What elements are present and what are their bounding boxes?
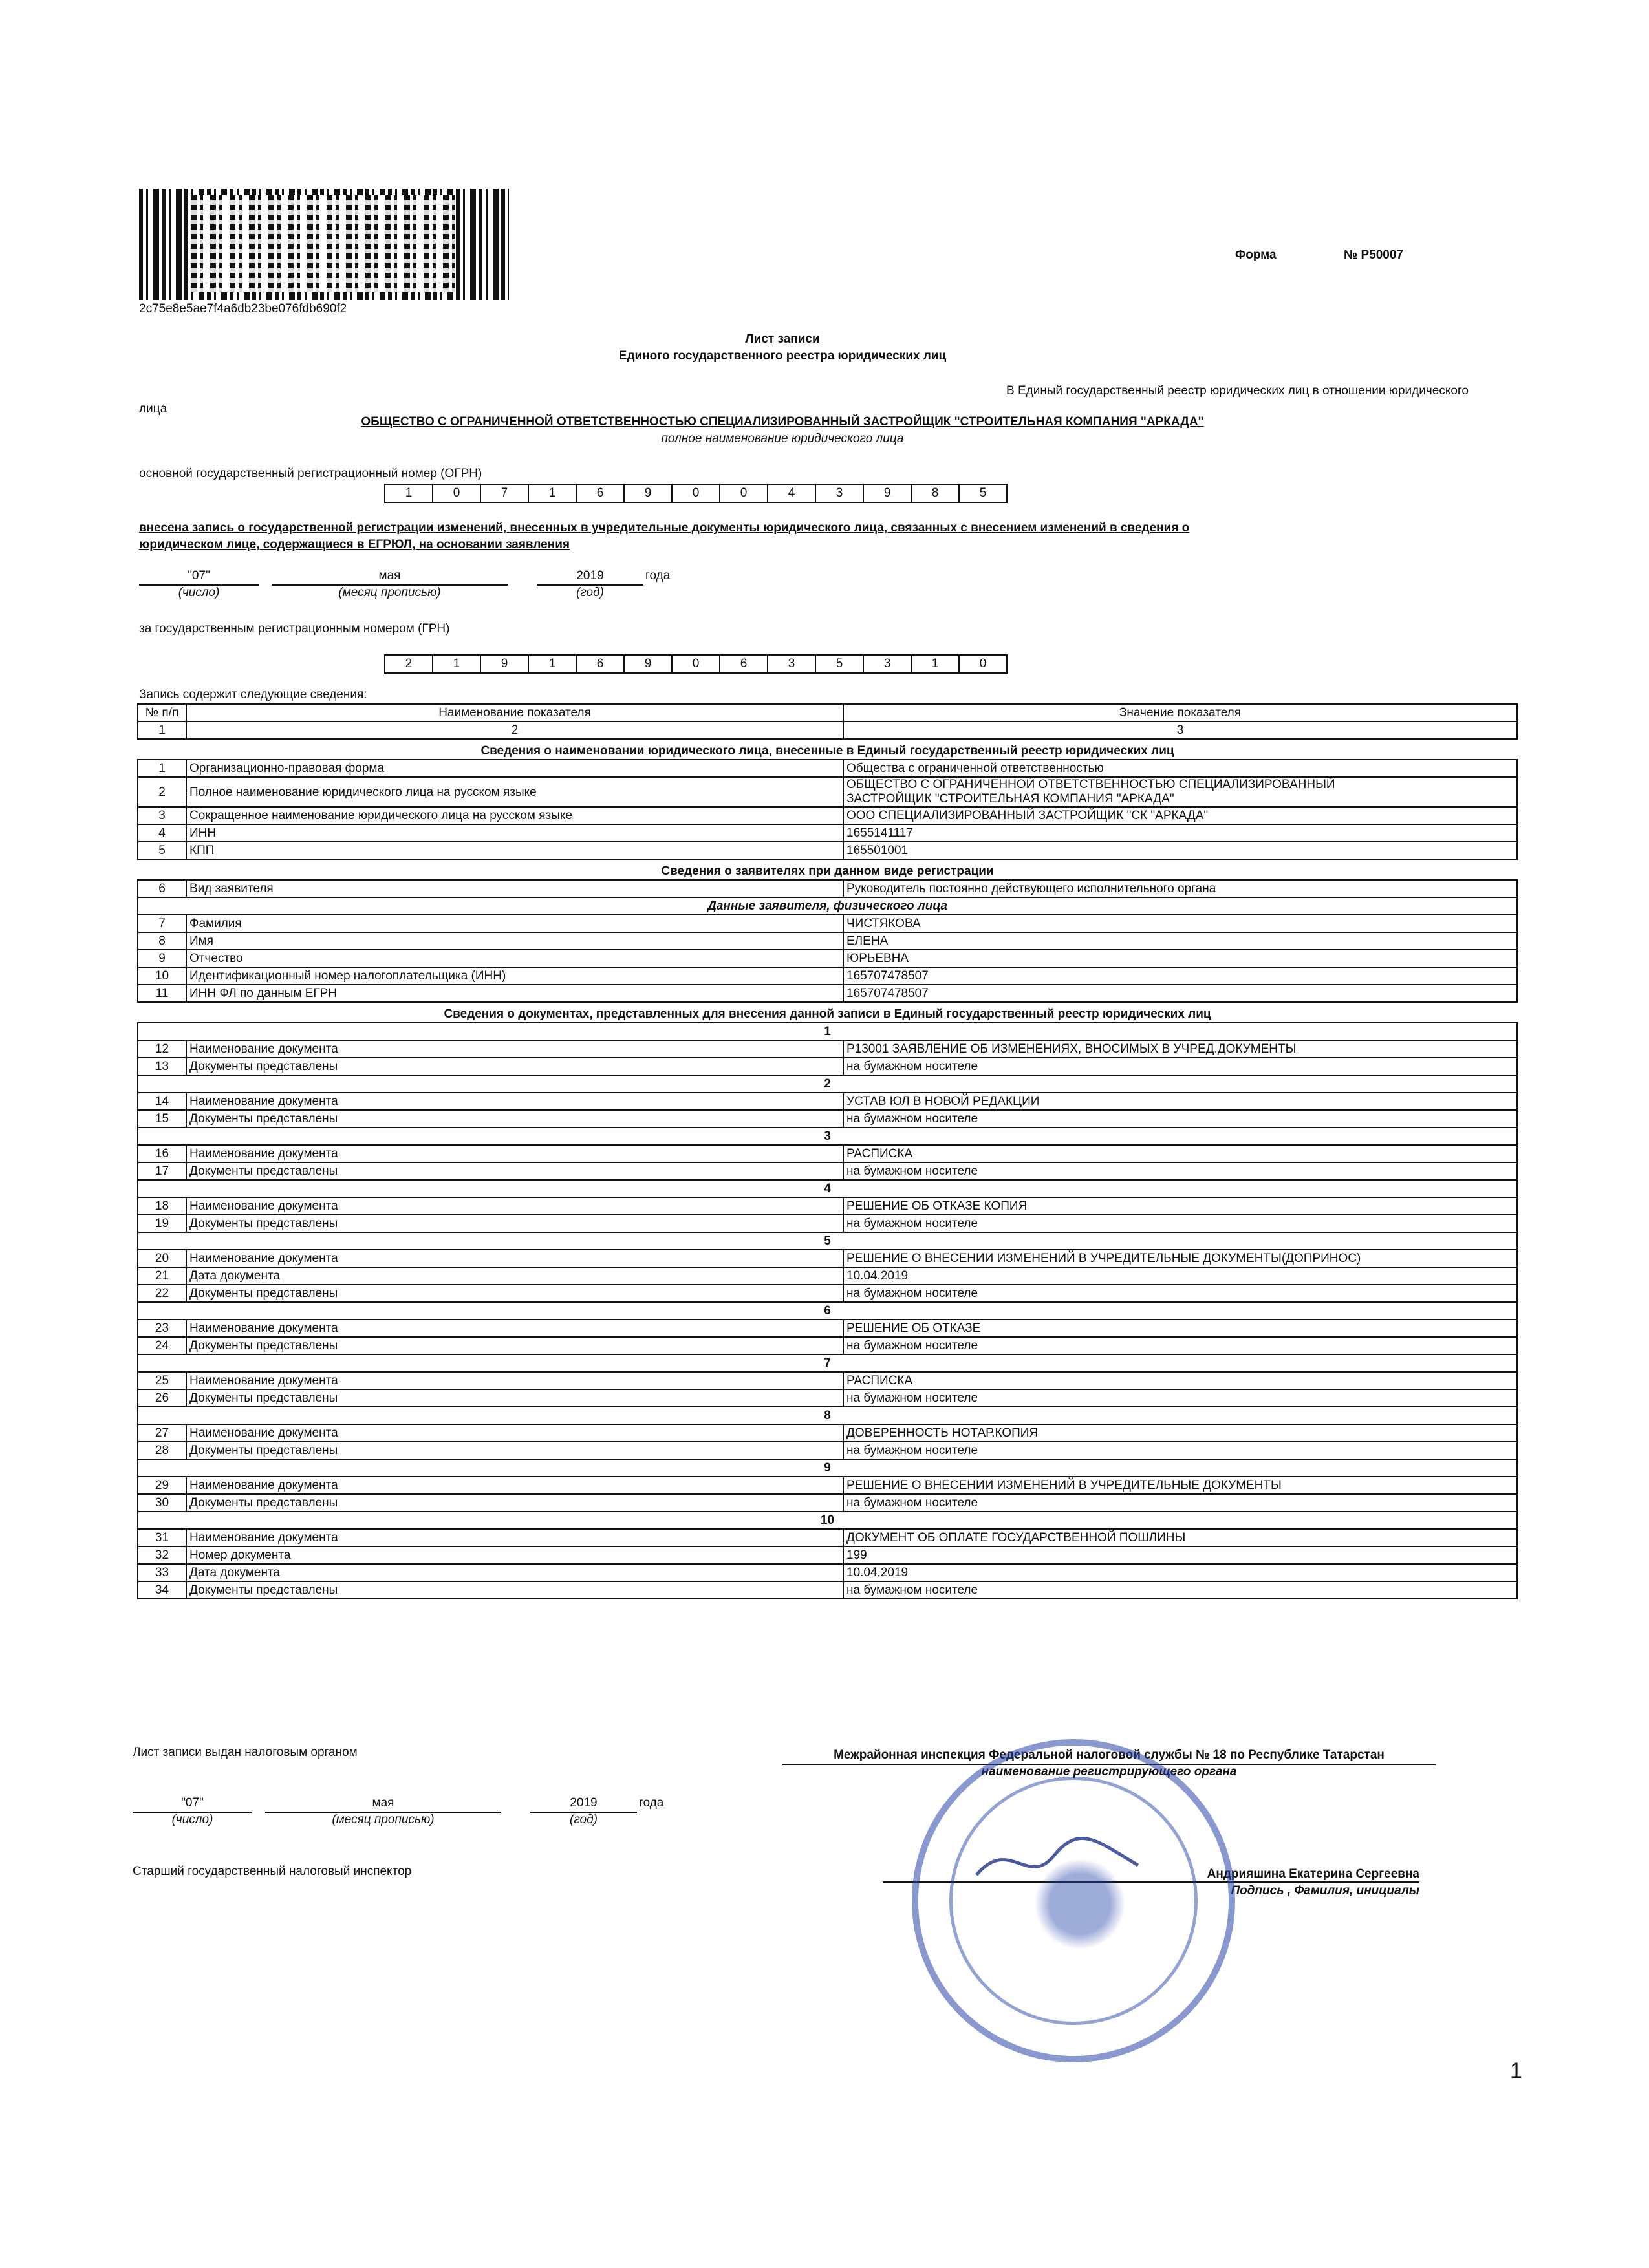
row-value: РАСПИСКА	[843, 1372, 1517, 1389]
grn-digit: 1	[433, 654, 481, 674]
row-number: 20	[138, 1250, 186, 1267]
row-key: Идентификационный номер налогоплательщика (ИНН)	[186, 967, 843, 985]
table-row	[138, 1442, 1517, 1459]
table-row	[138, 1040, 1517, 1058]
row-key: ИНН ФЛ по данным ЕГРН	[186, 985, 843, 1002]
ogrn-digit: 3	[816, 484, 864, 503]
row-value: на бумажном носителе	[843, 1389, 1517, 1407]
row-key: Документы представлены	[186, 1058, 843, 1075]
row-value: РЕШЕНИЕ ОБ ОТКАЗЕ КОПИЯ	[843, 1197, 1517, 1215]
row-key: Документы представлены	[186, 1581, 843, 1599]
document-group-row	[138, 1354, 1517, 1372]
col-num-header: № п/п	[138, 704, 186, 722]
row-key: Наименование документа	[186, 1197, 843, 1215]
row-key: Дата документа	[186, 1564, 843, 1581]
table-row	[138, 1093, 1517, 1110]
table-header-row	[138, 704, 1517, 722]
footer-caption-day: (число)	[171, 1813, 213, 1826]
row-value: Р13001 ЗАЯВЛЕНИЕ ОБ ИЗМЕНЕНИЯХ, ВНОСИМЫХ В УЧРЕД.ДОКУМЕНТЫ	[843, 1040, 1517, 1058]
official-seal-stamp	[912, 1739, 1235, 2062]
datamatrix-barcode	[139, 189, 509, 300]
row-value: на бумажном носителе	[843, 1058, 1517, 1075]
table-row	[138, 1110, 1517, 1128]
title-line2: Единого государственного реестра юридических лиц	[618, 349, 947, 363]
grn-digit: 9	[625, 654, 673, 674]
document-group-number: 3	[138, 1128, 1517, 1145]
table-row	[138, 1424, 1517, 1442]
row-number: 15	[138, 1110, 186, 1128]
row-key: Номер документа	[186, 1546, 843, 1564]
row-number: 34	[138, 1581, 186, 1599]
row-value-line2: ЗАСТРОЙЩИК "СТРОИТЕЛЬНАЯ КОМПАНИЯ "АРКАДА"	[846, 792, 1174, 806]
row-value: РЕШЕНИЕ О ВНЕСЕНИИ ИЗМЕНЕНИЙ В УЧРЕДИТЕЛЬНЫЕ ДОКУМЕНТЫ	[843, 1477, 1517, 1494]
row-value: ЕЛЕНА	[843, 932, 1517, 950]
ogrn-digit: 0	[433, 484, 481, 503]
ogrn-label: основной государственный регистрационный номер (ОГРН)	[139, 467, 482, 480]
intro-text-cont: лица	[139, 402, 167, 416]
row-value: на бумажном носителе	[843, 1162, 1517, 1180]
row-key: Документы представлены	[186, 1494, 843, 1512]
row-number: 8	[138, 932, 186, 950]
table-row	[138, 1162, 1517, 1180]
intro-text: В Единый государственный реестр юридических лиц в отношении юридического	[1006, 384, 1469, 398]
section-title-documents: Сведения о документах, представленных для внесения данной записи в Единый государственный реестр юридических лиц	[444, 1007, 1211, 1021]
table-caption: Запись содержит следующие сведения:	[139, 688, 367, 701]
row-key: Вид заявителя	[186, 880, 843, 897]
row-key: Наименование документа	[186, 1040, 843, 1058]
row-number: 17	[138, 1162, 186, 1180]
date-day: "07"	[188, 569, 210, 583]
row-key: Фамилия	[186, 915, 843, 932]
document-group-number: 10	[138, 1512, 1517, 1529]
row-number: 9	[138, 950, 186, 967]
row-value	[843, 777, 1517, 807]
table-row	[138, 932, 1517, 950]
row-number: 10	[138, 967, 186, 985]
table-row	[138, 1320, 1517, 1337]
document-group-number: 5	[138, 1232, 1517, 1250]
row-number: 24	[138, 1337, 186, 1354]
row-value: ЮРЬЕВНА	[843, 950, 1517, 967]
ogrn-digit: 5	[960, 484, 1008, 503]
table-row	[138, 1564, 1517, 1581]
document-group-number: 2	[138, 1075, 1517, 1093]
row-value: на бумажном носителе	[843, 1110, 1517, 1128]
table-row	[138, 1337, 1517, 1354]
row-value: Общества с ограниченной ответственностью	[843, 760, 1517, 777]
ogrn-digit: 4	[768, 484, 816, 503]
barcode-hash: 2c75e8e5ae7f4a6db23be076fdb690f2	[139, 302, 347, 316]
grn-digit: 6	[720, 654, 768, 674]
grn-digit: 3	[864, 654, 912, 674]
row-value: ДОКУМЕНТ ОБ ОПЛАТЕ ГОСУДАРСТВЕННОЙ ПОШЛИНЫ	[843, 1529, 1517, 1546]
issued-label: Лист записи выдан налоговым органом	[133, 1746, 358, 1759]
table-row	[138, 1494, 1517, 1512]
row-value: 1655141117	[843, 824, 1517, 842]
row-value: 165707478507	[843, 985, 1517, 1002]
table-row	[138, 1145, 1517, 1162]
row-key: Наименование документа	[186, 1477, 843, 1494]
row-value: на бумажном носителе	[843, 1442, 1517, 1459]
footer-date-suffix: года	[639, 1796, 664, 1810]
row-number: 29	[138, 1477, 186, 1494]
row-number: 13	[138, 1058, 186, 1075]
grn-digits	[384, 654, 1008, 674]
index-cell: 3	[843, 722, 1517, 739]
table-row	[138, 760, 1517, 777]
date-year: 2019	[576, 569, 604, 583]
row-key: Документы представлены	[186, 1337, 843, 1354]
document-group-row	[138, 1075, 1517, 1093]
signer-caption: Подпись , Фамилия, инициалы	[1231, 1884, 1419, 1898]
row-number: 4	[138, 824, 186, 842]
row-key: Наименование документа	[186, 1320, 843, 1337]
grn-digit: 1	[529, 654, 577, 674]
document-group-number: 6	[138, 1302, 1517, 1320]
table-row	[138, 1215, 1517, 1232]
document-group-row	[138, 1128, 1517, 1145]
table-row	[138, 1529, 1517, 1546]
ogrn-digit: 0	[673, 484, 720, 503]
date-month: мая	[378, 569, 401, 583]
caption-month: (месяц прописью)	[338, 586, 441, 599]
table-row	[138, 1197, 1517, 1215]
row-key: ИНН	[186, 824, 843, 842]
row-number: 26	[138, 1389, 186, 1407]
org-name-caption: полное наименование юридического лица	[661, 432, 904, 445]
ogrn-digit: 7	[481, 484, 529, 503]
footer-caption-year: (год)	[570, 1813, 598, 1826]
authority-name: Межрайонная инспекция Федеральной налоговой службы № 18 по Республике Татарстан	[834, 1748, 1385, 1762]
row-key: Документы представлены	[186, 1389, 843, 1407]
footer-date-month: мая	[372, 1796, 394, 1810]
table-row	[138, 967, 1517, 985]
table-row	[138, 824, 1517, 842]
row-number: 14	[138, 1093, 186, 1110]
document-group-number: 9	[138, 1459, 1517, 1477]
date-suffix: года	[645, 569, 671, 583]
grn-digit: 5	[816, 654, 864, 674]
row-number: 11	[138, 985, 186, 1002]
row-value: РАСПИСКА	[843, 1145, 1517, 1162]
document-group-number: 7	[138, 1354, 1517, 1372]
inspector-position: Старший государственный налоговый инспектор	[133, 1865, 412, 1878]
row-number: 16	[138, 1145, 186, 1162]
row-value: 165501001	[843, 842, 1517, 859]
table-row	[138, 1581, 1517, 1599]
grn-digit: 0	[673, 654, 720, 674]
applicant-subheader: Данные заявителя, физического лица	[138, 897, 1517, 915]
row-value: 10.04.2019	[843, 1267, 1517, 1285]
row-key: Сокращенное наименование юридического лица на русском языке	[186, 807, 843, 824]
caption-year: (год)	[576, 586, 604, 599]
table-row	[138, 915, 1517, 932]
document-group-row	[138, 1180, 1517, 1197]
grn-label: за государственным регистрационным номером (ГРН)	[139, 622, 450, 636]
document-group-number: 4	[138, 1180, 1517, 1197]
entry-text-1: внесена запись о государственной регистрации изменений, внесенных в учредительные документы юридического лица, связанных с внесением изменений в сведения о	[139, 521, 1190, 535]
index-cell: 2	[186, 722, 843, 739]
document-group-number: 8	[138, 1407, 1517, 1424]
row-value: ООО СПЕЦИАЛИЗИРОВАННЫЙ ЗАСТРОЙЩИК "СК "АРКАДА"	[843, 807, 1517, 824]
authority-caption: наименование регистрирующего органа	[981, 1765, 1237, 1779]
records-table	[137, 703, 1518, 1599]
grn-digit: 2	[384, 654, 433, 674]
row-value: ДОВЕРЕННОСТЬ НОТАР.КОПИЯ	[843, 1424, 1517, 1442]
signer-name: Андрияшина Екатерина Сергеевна	[1207, 1867, 1419, 1881]
row-number: 23	[138, 1320, 186, 1337]
row-key: Организационно-правовая форма	[186, 760, 843, 777]
row-key: Наименование документа	[186, 1529, 843, 1546]
row-key: Имя	[186, 932, 843, 950]
row-key: Наименование документа	[186, 1093, 843, 1110]
document-group-row	[138, 1512, 1517, 1529]
row-number: 2	[138, 777, 186, 807]
row-number: 19	[138, 1215, 186, 1232]
document-group-row	[138, 1023, 1517, 1040]
row-number: 12	[138, 1040, 186, 1058]
table-row	[138, 880, 1517, 897]
document-group-row	[138, 1407, 1517, 1424]
section-title-applicants: Сведения о заявителях при данном виде регистрации	[661, 864, 994, 878]
col-value-header: Значение показателя	[843, 704, 1517, 722]
grn-digit: 9	[481, 654, 529, 674]
row-value: УСТАВ ЮЛ В НОВОЙ РЕДАКЦИИ	[843, 1093, 1517, 1110]
grn-digit: 0	[960, 654, 1008, 674]
row-key: Отчество	[186, 950, 843, 967]
index-cell: 1	[138, 722, 186, 739]
form-label: Форма	[1235, 248, 1277, 262]
row-number: 7	[138, 915, 186, 932]
ogrn-digit: 9	[625, 484, 673, 503]
row-value: РЕШЕНИЕ ОБ ОТКАЗЕ	[843, 1320, 1517, 1337]
form-number: № Р50007	[1344, 248, 1403, 262]
row-key: Наименование документа	[186, 1424, 843, 1442]
row-number: 33	[138, 1564, 186, 1581]
table-row	[138, 1250, 1517, 1267]
table-row	[138, 950, 1517, 967]
table-row	[138, 1546, 1517, 1564]
ogrn-digit: 8	[912, 484, 960, 503]
document-group-number: 1	[138, 1023, 1517, 1040]
caption-day: (число)	[178, 586, 220, 599]
ogrn-digit: 6	[577, 484, 625, 503]
row-number: 25	[138, 1372, 186, 1389]
row-number: 32	[138, 1546, 186, 1564]
ogrn-digit: 1	[384, 484, 433, 503]
table-row	[138, 842, 1517, 859]
ogrn-digit: 1	[529, 484, 577, 503]
footer-date-day: "07"	[181, 1796, 204, 1810]
row-key: Документы представлены	[186, 1442, 843, 1459]
row-key: Наименование документа	[186, 1145, 843, 1162]
row-number: 3	[138, 807, 186, 824]
table-row	[138, 1267, 1517, 1285]
entry-text-2: юридическом лице, содержащиеся в ЕГРЮЛ, на основании заявления	[139, 538, 570, 551]
ogrn-digit: 0	[720, 484, 768, 503]
row-number: 22	[138, 1285, 186, 1302]
row-key: КПП	[186, 842, 843, 859]
row-number: 31	[138, 1529, 186, 1546]
row-key: Наименование документа	[186, 1250, 843, 1267]
row-key: Полное наименование юридического лица на русском языке	[186, 777, 843, 807]
row-number: 30	[138, 1494, 186, 1512]
document-group-row	[138, 1302, 1517, 1320]
row-number: 21	[138, 1267, 186, 1285]
col-name-header: Наименование показателя	[186, 704, 843, 722]
row-value: Руководитель постоянно действующего исполнительного органа	[843, 880, 1517, 897]
section-title-names: Сведения о наименовании юридического лица, внесенные в Единый государственный реестр юридических лиц	[480, 744, 1174, 758]
document-group-row	[138, 1459, 1517, 1477]
row-value: на бумажном носителе	[843, 1581, 1517, 1599]
row-number: 28	[138, 1442, 186, 1459]
row-key: Документы представлены	[186, 1162, 843, 1180]
handwritten-signature	[970, 1830, 1151, 1894]
table-row	[138, 1372, 1517, 1389]
table-row	[138, 777, 1517, 807]
row-key: Наименование документа	[186, 1372, 843, 1389]
table-index-row	[138, 722, 1517, 739]
ogrn-digit: 9	[864, 484, 912, 503]
footer-caption-month: (месяц прописью)	[332, 1813, 435, 1826]
table-row	[138, 1285, 1517, 1302]
row-value: на бумажном носителе	[843, 1337, 1517, 1354]
grn-digit: 3	[768, 654, 816, 674]
ogrn-digits	[384, 484, 1008, 503]
row-value: 199	[843, 1546, 1517, 1564]
document-group-row	[138, 1232, 1517, 1250]
grn-digit: 6	[577, 654, 625, 674]
row-number: 27	[138, 1424, 186, 1442]
row-key: Дата документа	[186, 1267, 843, 1285]
page-number: 1	[1510, 2059, 1522, 2083]
table-row	[138, 985, 1517, 1002]
footer-date-year: 2019	[570, 1796, 598, 1810]
row-value: 165707478507	[843, 967, 1517, 985]
row-key: Документы представлены	[186, 1215, 843, 1232]
row-value: на бумажном носителе	[843, 1285, 1517, 1302]
row-key: Документы представлены	[186, 1110, 843, 1128]
org-full-name: ОБЩЕСТВО С ОГРАНИЧЕННОЙ ОТВЕТСТВЕННОСТЬЮ СПЕЦИАЛИЗИРОВАННЫЙ ЗАСТРОЙЩИК "СТРОИТЕЛЬНАЯ КОМПАНИЯ "АРКАДА"	[361, 415, 1204, 429]
row-key: Документы представлены	[186, 1285, 843, 1302]
row-number: 5	[138, 842, 186, 859]
row-value: на бумажном носителе	[843, 1494, 1517, 1512]
row-value-line1: ОБЩЕСТВО С ОГРАНИЧЕННОЙ ОТВЕТСТВЕННОСТЬЮ СПЕЦИАЛИЗИРОВАННЫЙ	[846, 778, 1335, 791]
table-row	[138, 1389, 1517, 1407]
table-row	[138, 1058, 1517, 1075]
row-value: РЕШЕНИЕ О ВНЕСЕНИИ ИЗМЕНЕНИЙ В УЧРЕДИТЕЛЬНЫЕ ДОКУМЕНТЫ(ДОПРИНОС)	[843, 1250, 1517, 1267]
row-number: 1	[138, 760, 186, 777]
table-row	[138, 807, 1517, 824]
title-line1: Лист записи	[745, 332, 820, 346]
table-row	[138, 1477, 1517, 1494]
row-value: на бумажном носителе	[843, 1215, 1517, 1232]
row-value: 10.04.2019	[843, 1564, 1517, 1581]
row-number: 18	[138, 1197, 186, 1215]
row-number: 6	[138, 880, 186, 897]
row-value: ЧИСТЯКОВА	[843, 915, 1517, 932]
grn-digit: 1	[912, 654, 960, 674]
